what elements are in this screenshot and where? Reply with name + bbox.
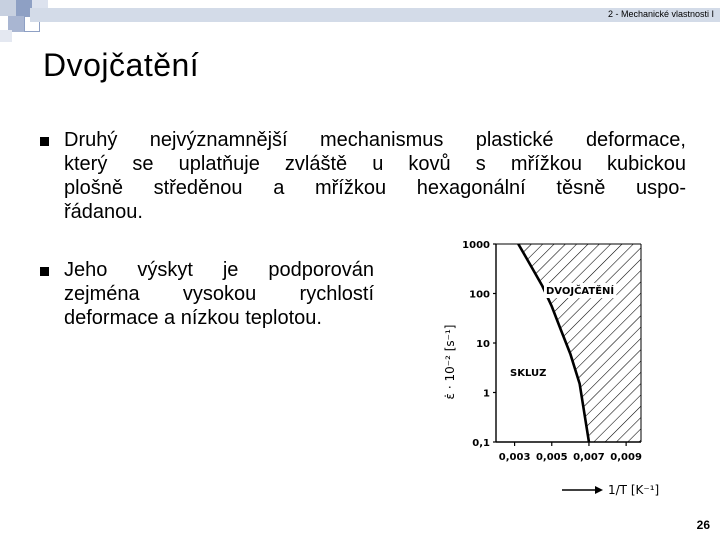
bullet-marker (40, 267, 49, 276)
twinning-diagram (430, 232, 660, 512)
svg-text:ε̇ · 10⁻² [s⁻¹]: ε̇ · 10⁻² [s⁻¹] (443, 324, 457, 400)
decor-square-6 (0, 30, 12, 42)
region-label-twinning: DVOJČATĚNÍ (546, 286, 615, 297)
x-tick-label: 0,005 (535, 452, 568, 463)
y-tick-label: 10 (476, 339, 490, 350)
bullet-text-1-line-1: Druhý nejvýznamnější mechanismus plastické deformace, (64, 129, 686, 151)
x-axis-label: 1/T [K⁻¹] (608, 483, 660, 497)
page-number: 26 (696, 518, 710, 532)
y-tick-label: 0,1 (472, 438, 490, 449)
bullet-text-2-line-3: deformace a nízkou teplotou. (64, 307, 322, 329)
bullet-text-2-line-1: Jeho výskyt je podporován (64, 259, 374, 281)
x-tick-label: 0,009 (610, 452, 642, 463)
y-axis-label (443, 325, 457, 400)
y-tick-label: 1 (483, 388, 490, 400)
bullet-marker (40, 137, 49, 146)
y-tick-label: 1000 (462, 240, 490, 251)
slide-title: Dvojčatění (43, 47, 200, 83)
y-tick-label: 100 (469, 289, 490, 301)
region-label-slip: SKLUZ (510, 368, 547, 379)
header-text: 2 - Mechanické vlastnosti I (607, 9, 714, 19)
x-tick-label: 0,007 (573, 452, 605, 463)
bullet-text-1-line-4: řádanou. (64, 201, 143, 223)
bullet-text-2-line-2: zejména vysokou rychlostí (64, 283, 374, 305)
x-tick-label: 0,003 (498, 452, 531, 463)
bullet-text-1-line-2: který se uplatňuje zvláště u kovů s mřížkou kubickou (64, 153, 686, 175)
bullet-text-1-line-3: plošně středěnou a mřížkou hexagonální těsně uspo- (64, 177, 686, 199)
decor-square-1 (0, 0, 16, 16)
header-bar (30, 8, 720, 22)
x-axis-arrowhead (595, 486, 603, 494)
